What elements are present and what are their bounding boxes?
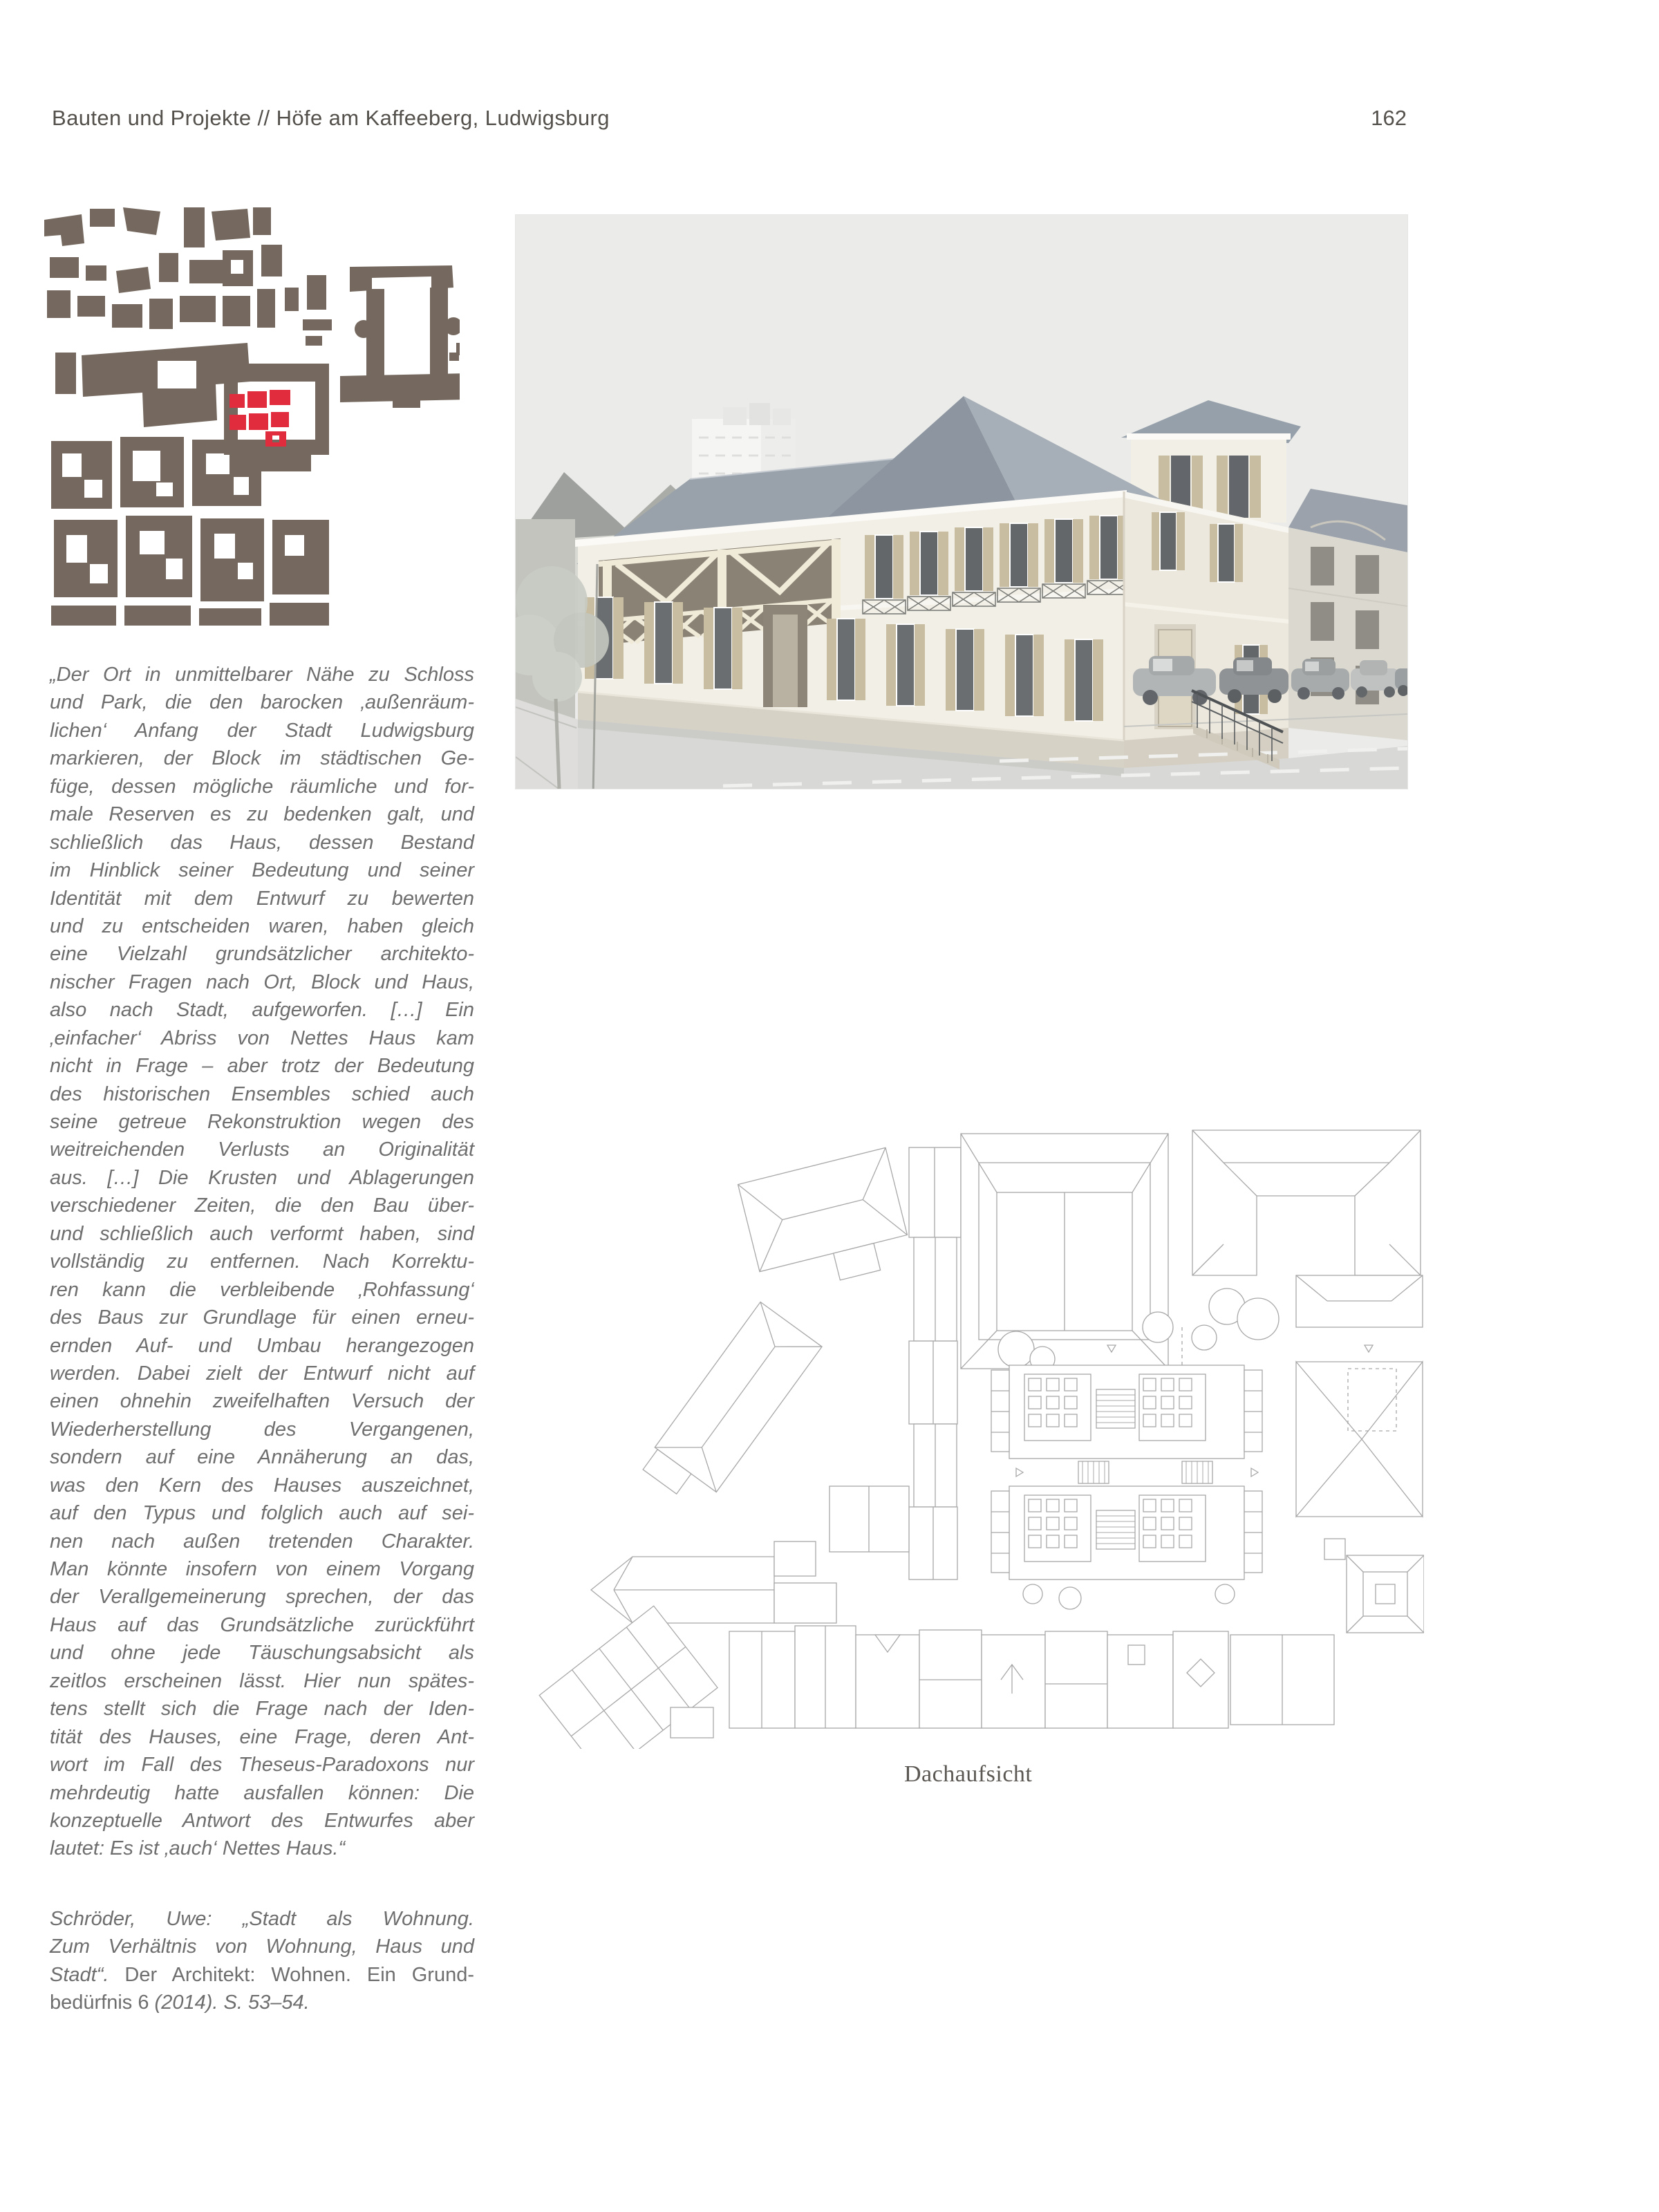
quote-line: und schließlich auch verformt haben, sind <box>50 1222 474 1245</box>
citation-journal: Der Architekt: Wohnen. Ein Grund- <box>109 1963 474 1986</box>
quote-line: werden. Dabei zielt der Entwurf nicht auf <box>50 1362 474 1385</box>
quote-line: lichen‘ Anfang der Stadt Ludwigsburg <box>50 719 474 742</box>
main-facade-right <box>1124 491 1291 769</box>
quote-line: zeitlos erscheinen lässt. Hier nun spätes- <box>50 1669 474 1692</box>
quote-line: wort im Fall des Theseus-Paradoxons nur <box>50 1754 474 1777</box>
building-rendering <box>515 214 1408 789</box>
quote-line: der Verallgemeinerung sprechen, der das <box>50 1586 474 1609</box>
quote-line: also nach Stadt, aufgeworfen. […] Ein <box>50 999 474 1022</box>
neighbor-building <box>1288 489 1407 740</box>
quote-line: tens stellt sich die Frage nach der Iden- <box>50 1698 474 1721</box>
quote-line: verschiedener Zeiten, die den Bau über- <box>50 1194 474 1217</box>
quote-line: was den Kern des Hauses auszeichnet, <box>50 1474 474 1497</box>
quote-line: und zu entscheiden waren, haben gleich <box>50 915 474 937</box>
quote-line: lautet: Es ist ‚auch‘ Nettes Haus.“ <box>50 1837 346 1860</box>
quote-text <box>50 661 474 1863</box>
quote-line: ren kann die verbleibende ‚Rohfassung‘ <box>50 1278 474 1301</box>
citation-line: Schröder, Uwe: „Stadt als Wohnung. <box>50 1908 474 1930</box>
roof-plan-figure <box>532 1099 1424 1749</box>
quote-line: einen ohnehin zweifelhaften Versuch der <box>50 1390 474 1413</box>
quote-line: im Hinblick seiner Bedeutung und seiner <box>50 859 474 882</box>
quote-line: Wiederherstellung des Vergangenen, <box>50 1418 474 1441</box>
citation <box>50 1905 474 2017</box>
quote-line: Man könnte insofern von einem Vorgang <box>50 1558 474 1580</box>
site-highlight <box>229 390 290 447</box>
context-roofs <box>539 1130 1424 1749</box>
quote-line: nischer Fragen nach Ort, Block und Haus, <box>50 971 474 993</box>
quote-line: füge, dessen mögliche räumliche und for- <box>50 775 474 798</box>
citation-title: Stadt“. <box>50 1963 109 1986</box>
quote-line: ‚einfacher‘ Abriss von Nettes Haus kam <box>50 1027 474 1049</box>
quote-line: auf den Typus und folglich auch auf sei- <box>50 1502 474 1525</box>
schloss-complex <box>285 265 460 408</box>
quote-line: markieren, der Block im städtischen Ge- <box>50 747 474 770</box>
quote-line: nicht in Frage – aber trotz der Bedeutung <box>50 1055 474 1078</box>
quote-line: sondern auf eine Annäherung an das, <box>50 1446 474 1469</box>
quote-line: mehrdeutig hatte ausfallen können: Die <box>50 1781 474 1804</box>
roof-plan-caption: Dachaufsicht <box>904 1761 1033 1787</box>
page-title: Bauten und Projekte // Höfe am Kaffeeberg, Ludwigsburg <box>52 106 610 130</box>
citation-line <box>50 1961 474 1989</box>
site-plan-figure <box>41 207 460 626</box>
quote-line: tität des Hauses, eine Frage, deren Ant- <box>50 1725 474 1748</box>
quote-line: und ohne jede Täuschungsabsicht als <box>50 1642 474 1665</box>
quote-line: weitreichenden Verlusts an Originalität <box>50 1138 474 1161</box>
roof-plan-drawing <box>532 1099 1424 1749</box>
quote-line: des historischen Ensembles schied auch <box>50 1082 474 1105</box>
quote-line: male Reserven es zu bedenken galt, und <box>50 803 474 826</box>
figure-ground-map <box>41 207 460 626</box>
quote-line: Identität mit dem Entwurf zu bewerten <box>50 887 474 910</box>
quote-line: vollständig zu entfernen. Nach Korrektu- <box>50 1250 474 1273</box>
citation-line <box>50 1989 474 2016</box>
quote-line: ernden Auf- und Umbau herangezogen <box>50 1334 474 1357</box>
citation-line: Zum Verhältnis von Wohnung, Haus und <box>50 1936 474 1958</box>
quote-line: eine Vielzahl grundsätzlicher architekto- <box>50 943 474 966</box>
quote-line: des Baus zur Grundlage für einen erneu- <box>50 1306 474 1329</box>
citation-journal-cont: bedürfnis 6 <box>50 1991 155 2014</box>
quote-line: konzeptuelle Antwort des Entwurfes aber <box>50 1809 474 1832</box>
quote-line: Haus auf das Grundsätzliche zurückführt <box>50 1613 474 1636</box>
citation-year-pages: (2014). S. 53–54. <box>154 1991 310 2014</box>
quote-line: seine getreue Rekonstruktion wegen des <box>50 1111 474 1133</box>
quote-line: „Der Ort in unmittelbarer Nähe zu Schloss <box>50 664 474 686</box>
quote-line: aus. […] Die Krusten und Ablagerungen <box>50 1166 474 1189</box>
quote-line: und Park, die den barocken ‚außenräum- <box>50 691 474 714</box>
quote-line: schließlich das Haus, dessen Bestand <box>50 831 474 854</box>
page-number: 162 <box>1371 106 1407 130</box>
quote-line: nen nach außen tretenden Charakter. <box>50 1530 474 1553</box>
rendering-figure <box>515 214 1407 788</box>
